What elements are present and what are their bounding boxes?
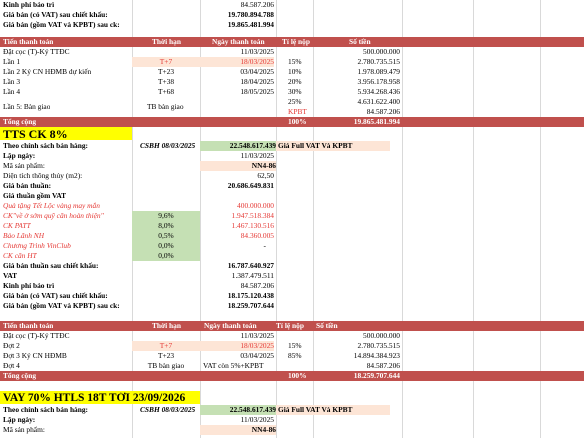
discount-rate: 0,0% <box>132 241 200 251</box>
cell: Lần 5: Bàn giao <box>3 102 51 111</box>
total-pct: 100% <box>288 117 307 126</box>
total-pct: 100% <box>288 371 307 380</box>
cell: 15% <box>288 57 302 66</box>
cell: 11/03/2025 <box>240 331 274 340</box>
label: Mã sản phẩm: <box>3 425 45 434</box>
cell: 11/03/2025 <box>240 47 274 56</box>
cell: T+7 <box>132 341 200 351</box>
discount-amount: 84.360.005 <box>240 231 274 240</box>
tts-gia-vat-kpbt-row <box>0 301 584 311</box>
tts-gia-ban-thuan-row <box>0 181 584 191</box>
label: Lập ngày: <box>3 151 36 160</box>
discount-row <box>0 201 584 211</box>
tts-title: TTS CK 8% <box>3 128 68 140</box>
tts-title-bg <box>0 127 132 140</box>
table-row <box>0 107 584 117</box>
label: Giá bán thuần sau chiết khấu: <box>3 261 99 270</box>
cell: 18/03/2025 <box>200 57 274 67</box>
discount-amount: - <box>263 241 266 250</box>
cell: 03/04/2025 <box>240 351 274 360</box>
label: Kinh phí bảo trì <box>3 281 55 290</box>
vay-ma-sp-row <box>0 425 584 435</box>
cell: 2.780.735.515 <box>357 57 400 66</box>
policy-note: Giá Full VAT Và KPBT <box>276 405 390 415</box>
discount-name: Quà tặng Tết Lộc vàng may mắn <box>3 201 100 210</box>
discount-name: Bảo Lãnh NH <box>3 231 45 240</box>
cell: Đợt 3 Ký CN HĐMB <box>3 351 67 360</box>
total-label: Tổng cộng <box>3 371 37 380</box>
cell: 03/04/2025 <box>240 67 274 76</box>
table-row <box>0 47 584 57</box>
cell: 3.956.178.958 <box>357 77 400 86</box>
cell: Đợt 4 <box>3 361 20 370</box>
cell: T+23 <box>157 67 175 76</box>
label: Giá bán (có VAT) sau chiết khấu: <box>3 291 108 300</box>
cell: 25% <box>288 97 302 106</box>
label: VAT <box>3 271 18 280</box>
cell: 85% <box>288 351 302 360</box>
col-header: Tỉ lệ nộp <box>282 37 310 46</box>
value: 16.787.640.927 <box>227 261 274 270</box>
discount-rate: 8,0% <box>132 221 200 231</box>
cell: T+68 <box>157 87 175 96</box>
value: NN4-86 <box>200 425 276 435</box>
cell: TB bàn giao <box>147 361 185 370</box>
label: Lập ngày: <box>3 415 36 424</box>
total-label: Tổng cộng <box>3 117 37 126</box>
col-header: Tiến thanh toán <box>3 37 54 46</box>
discount-row <box>0 221 584 231</box>
s1-gia-ban-vat-kpbt-row <box>0 20 584 30</box>
policy-code: CSBH 08/03/2025 <box>140 405 196 414</box>
table-row <box>0 77 584 87</box>
tts-lap-ngay-row <box>0 151 584 161</box>
s1-gia-ban-vat-ck-row <box>0 10 584 20</box>
value: 84.587.206 <box>240 281 274 290</box>
discount-rate: 0,0% <box>132 251 200 261</box>
cell: Đợt 2 <box>3 341 20 350</box>
value: 18.259.707.644 <box>227 301 274 310</box>
cell: 14.894.384.923 <box>353 351 400 360</box>
table-row <box>0 351 584 361</box>
cell: 10% <box>288 67 302 76</box>
cell: Lần 2 Ký CN HĐMB dự kiến <box>3 67 92 76</box>
col-header: Ngày thanh toán <box>204 321 257 330</box>
tts-policy-row <box>0 141 584 151</box>
value: 84.587.206 <box>240 0 274 9</box>
value: 11/03/2025 <box>240 415 274 424</box>
t2-header-row <box>0 321 584 331</box>
value: NN4-86 <box>200 161 276 171</box>
cell: 2.780.735.515 <box>357 341 400 350</box>
col-header: Số tiền <box>349 37 371 46</box>
cell: T+38 <box>157 77 175 86</box>
tts-gia-thuan-ck-row <box>0 261 584 271</box>
cell: Đặt cọc (T)-Ký TTĐC <box>3 47 70 56</box>
label: Giá bán (có VAT) sau chiết khấu: <box>3 10 108 19</box>
discount-name: Chương Trình VinClub <box>3 241 71 250</box>
table-row <box>0 341 584 351</box>
label: Theo chính sách bán hàng: <box>3 405 89 414</box>
tts-vat-row <box>0 271 584 281</box>
t1-header-row <box>0 37 584 47</box>
value: 62,50 <box>257 171 274 180</box>
label: Kinh phí bảo trì <box>3 0 55 9</box>
discount-rate: 0,5% <box>132 231 200 241</box>
col-header: Tỉ lệ nộp <box>276 321 304 330</box>
vay-lap-ngay-row <box>0 415 584 425</box>
table-row <box>0 331 584 341</box>
table-row <box>0 57 584 67</box>
discount-name: CK căn HT <box>3 251 37 260</box>
label: Diện tích thông thủy (m2): <box>3 171 83 180</box>
cell: 20% <box>288 77 302 86</box>
discount-row <box>0 251 584 261</box>
discount-name: CK"về ở sớm quỹ căn hoàn thiện" <box>3 211 104 220</box>
value: 20.686.649.831 <box>227 181 274 190</box>
cell: 30% <box>288 87 302 96</box>
discount-amount: 400.000.000 <box>237 201 274 210</box>
value: 1.387.479.511 <box>231 271 274 280</box>
discount-row <box>0 211 584 221</box>
col-header: Số tiền <box>316 321 338 330</box>
cell: T+7 <box>132 57 200 67</box>
col-header: Ngày thanh toán <box>212 37 265 46</box>
cell: KPBT <box>288 107 307 116</box>
t2-total-row <box>0 371 584 381</box>
total-amount: 18.259.707.644 <box>353 371 400 380</box>
discount-amount: 1.947.518.384 <box>231 211 274 220</box>
discount-row <box>0 231 584 241</box>
value: 11/03/2025 <box>240 151 274 160</box>
label: Theo chính sách bán hàng: <box>3 141 89 150</box>
tts-dien-tich-row <box>0 171 584 181</box>
label: Giá thuần gồm VAT <box>3 191 67 200</box>
tts-gia-vat-ck-row <box>0 291 584 301</box>
vay-title: VAY 70% HTLS 18T TỚI 23/09/2026 <box>3 392 186 404</box>
tts-ma-sp-row <box>0 161 584 171</box>
cell: 15% <box>288 341 302 350</box>
value: 18.175.120.438 <box>227 291 274 300</box>
label: Giá bán thuần: <box>3 181 52 190</box>
col-header: Thời hạn <box>152 321 181 330</box>
discount-amount: 1.467.130.516 <box>231 221 274 230</box>
t1-total-row <box>0 117 584 127</box>
cell: 84.587.206 <box>366 361 400 370</box>
label: Mã sản phẩm: <box>3 161 45 170</box>
table-row <box>0 361 584 371</box>
cell: Lần 1 <box>3 57 21 66</box>
col-header: Tiến thanh toán <box>3 321 54 330</box>
cell: Lần 3 <box>3 77 21 86</box>
value: 19.780.894.788 <box>227 10 274 19</box>
cell: 1.978.089.479 <box>357 67 400 76</box>
label: Giá bán (gồm VAT và KPBT) sau ck: <box>3 20 120 29</box>
cell: Đặt cọc (T)-Ký TTĐC <box>3 331 70 340</box>
cell: 5.934.268.436 <box>357 87 400 96</box>
vay-policy-row <box>0 405 584 415</box>
policy-amount: 22.548.617.439 <box>200 141 276 151</box>
cell: 84.587.206 <box>366 107 400 116</box>
discount-row <box>0 241 584 251</box>
policy-amount: 22.548.617.439 <box>200 405 276 415</box>
discount-name: CK PATT <box>3 221 31 230</box>
tts-gia-thuan-vat-row <box>0 191 584 201</box>
tts-kinh-phi-row <box>0 281 584 291</box>
cell: T+23 <box>157 351 175 360</box>
cell: 500.000.000 <box>363 331 400 340</box>
cell: 4.631.622.400 <box>357 97 400 106</box>
value: 19.865.481.994 <box>227 20 274 29</box>
label: Giá bán (gồm VAT và KPBT) sau ck: <box>3 301 120 310</box>
policy-note: Giá Full VAT Và KPBT <box>276 141 390 151</box>
cell: VAT còn 5%+KPBT <box>203 361 264 370</box>
discount-rate: 9,6% <box>132 211 200 221</box>
cell: 18/05/2025 <box>240 87 274 96</box>
policy-code: CSBH 08/03/2025 <box>140 141 196 150</box>
cell: TB bàn giao <box>147 102 184 111</box>
cell: Lần 4 <box>3 87 21 96</box>
s1-kinh-phi-row <box>0 0 584 10</box>
table-row <box>0 67 584 77</box>
cell: 18/04/2025 <box>240 77 274 86</box>
vay-title-bg <box>0 391 200 404</box>
total-amount: 19.865.481.994 <box>353 117 400 126</box>
col-header: Thời hạn <box>152 37 181 46</box>
cell: 500.000.000 <box>363 47 400 56</box>
table-row <box>0 87 584 97</box>
cell: 18/03/2025 <box>200 341 274 351</box>
